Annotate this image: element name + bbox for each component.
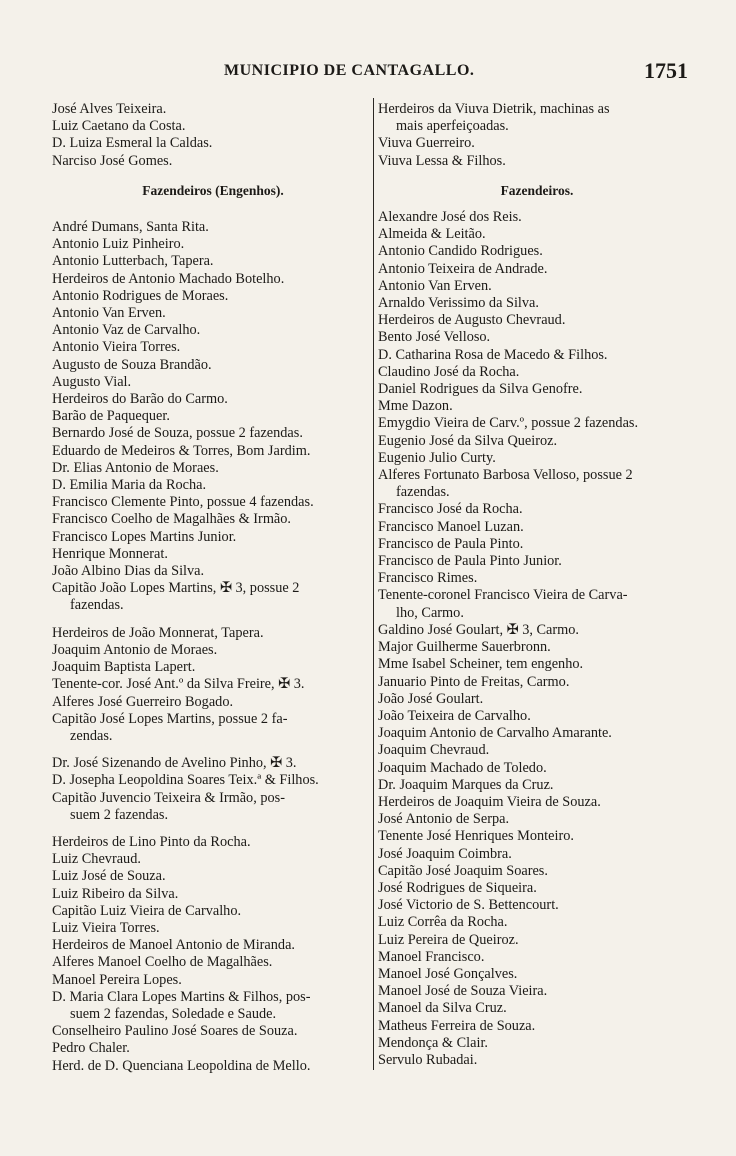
entry-line: Eugenio Julio Curty.: [378, 449, 496, 466]
group-gap: [52, 745, 374, 755]
left-entries-group-b: [52, 625, 374, 745]
entry-line: Antonio Luiz Pinheiro.: [52, 236, 185, 253]
entry-line: Tenente José Henriques Monteiro.: [378, 828, 574, 845]
entry-line: Galdino José Goulart, ✠ 3, Carmo.: [378, 621, 579, 638]
entry-line: João José Goulart.: [378, 690, 484, 707]
entry-line: Antonio Van Erven.: [52, 305, 166, 322]
entry-line: D. Luiza Esmeral la Caldas.: [52, 135, 213, 152]
entry-line: Herdeiros da Viuva Dietrik, machinas as: [378, 101, 610, 117]
entry-line: mais aperfeiçoadas.: [396, 118, 509, 135]
entry-line: Francisco Clemente Pinto, possue 4 fazendas.: [52, 494, 314, 511]
entry-line: Francisco Lopes Martins Junior.: [52, 528, 237, 545]
entry-line: Manoel José de Souza Vieira.: [378, 983, 548, 1000]
entry-line: lho, Carmo.: [396, 604, 464, 621]
entry-line: Conselheiro Paulino José Soares de Souza.: [52, 1023, 298, 1040]
entry-line: Luiz Chevraud.: [52, 851, 141, 868]
entry-line: Antonio Lutterbach, Tapera.: [52, 253, 214, 270]
entry-line: Capitão Luiz Vieira de Carvalho.: [52, 902, 242, 919]
entry-line: Antonio Vaz de Carvalho.: [52, 322, 201, 339]
entry-line: Herdeiros de Lino Pinto da Rocha.: [52, 833, 251, 850]
entry-line: suem 2 fazendas, Soledade e Saude.: [70, 1005, 277, 1022]
entry-line: Herdeiros de Joaquim Vieira de Souza.: [378, 793, 601, 810]
entry-line: Manoel Pereira Lopes.: [52, 971, 182, 988]
entry-line: Antonio Rodrigues de Moraes.: [52, 287, 229, 304]
entry-line: Antonio Van Erven.: [378, 277, 492, 294]
entry-line: Januario Pinto de Freitas, Carmo.: [378, 673, 570, 690]
page-title: MUNICIPIO DE CANTAGALLO.: [224, 62, 475, 79]
entry-line: fazendas.: [70, 597, 124, 614]
entry-line: zendas.: [70, 727, 113, 744]
entry-line: José Joaquim Coimbra.: [378, 845, 512, 862]
entry-line: Eduardo de Medeiros & Torres, Bom Jardim.: [52, 442, 311, 459]
entry-line: Servulo Rubadai.: [378, 1051, 478, 1068]
entry-line: José Alves Teixeira.: [52, 101, 167, 117]
entry-line: João Teixeira de Carvalho.: [378, 707, 531, 724]
entry-line: Major Guilherme Sauerbronn.: [378, 639, 551, 656]
entry-line: Luiz José de Souza.: [52, 868, 166, 885]
entry-line: Francisco Manoel Luzan.: [378, 518, 524, 535]
entry-line: André Dumans, Santa Rita.: [52, 219, 209, 236]
entry-line: Manoel Francisco.: [378, 948, 485, 965]
left-intro-list: [52, 101, 374, 170]
entry-line: Eugenio José da Silva Queiroz.: [378, 432, 558, 449]
entry-line: D. Catharina Rosa de Macedo & Filhos.: [378, 346, 608, 363]
right-entries: [378, 209, 696, 1069]
entry-line: Dr. Joaquim Marques da Cruz.: [378, 776, 554, 793]
right-section-heading: Fazendeiros.: [500, 182, 574, 198]
entry-line: D. Maria Clara Lopes Martins & Filhos, pos-: [52, 988, 311, 1005]
entry-line: Matheus Ferreira de Souza.: [378, 1017, 536, 1034]
entry-line: Arnaldo Verissimo da Silva.: [378, 295, 539, 312]
left-section-heading: Fazendeiros (Engenhos).: [142, 182, 284, 198]
group-gap: [52, 824, 374, 834]
left-column: [52, 101, 374, 1075]
entry-line: Joaquim Antonio de Moraes.: [52, 641, 218, 658]
entry-line: Herd. de D. Quenciana Leopoldina de Mello.: [52, 1057, 311, 1074]
entry-line: Claudino José da Rocha.: [378, 363, 520, 380]
entry-line: Augusto de Souza Brandão.: [52, 356, 212, 373]
entry-line: Manoel da Silva Cruz.: [378, 1000, 507, 1017]
entry-line: Henrique Monnerat.: [52, 545, 168, 562]
entry-line: José Victorio de S. Bettencourt.: [378, 897, 559, 914]
entry-line: Pedro Chaler.: [52, 1040, 130, 1057]
entry-line: Herdeiros de Manoel Antonio de Miranda.: [52, 937, 295, 954]
entry-line: Dr. Elias Antonio de Moraes.: [52, 459, 219, 476]
entry-line: Francisco Rimes.: [378, 570, 478, 587]
page-header: [48, 58, 688, 86]
entry-line: Herdeiros de Antonio Machado Botelho.: [52, 270, 285, 287]
entry-line: Alferes José Guerreiro Bogado.: [52, 693, 234, 710]
left-entries-group-a: [52, 219, 374, 615]
entry-line: Augusto Vial.: [52, 373, 132, 390]
entry-line: Herdeiros de Augusto Chevraud.: [378, 312, 566, 329]
entry-line: Luiz Corrêa da Rocha.: [378, 914, 508, 931]
entry-line: Mme Dazon.: [378, 398, 453, 415]
right-intro-list: [378, 101, 696, 170]
entry-line: Manoel José Gonçalves.: [378, 965, 518, 982]
entry-line: Viuva Lessa & Filhos.: [378, 152, 506, 169]
entry-line: José Rodrigues de Siqueira.: [378, 879, 537, 896]
left-entries-group-c: [52, 755, 374, 824]
entry-line: Daniel Rodrigues da Silva Genofre.: [378, 381, 583, 398]
entry-line: Capitão José Lopes Martins, possue 2 fa-: [52, 710, 288, 727]
entry-line: Capitão Juvencio Teixeira & Irmão, pos-: [52, 789, 285, 806]
entry-line: Tenente-coronel Francisco Vieira de Carva-: [378, 587, 628, 604]
entry-line: Bento José Velloso.: [378, 329, 491, 346]
entry-line: Dr. José Sizenando de Avelino Pinho, ✠ 3.: [52, 755, 297, 772]
entry-line: Narciso José Gomes.: [52, 152, 173, 169]
entry-line: Antonio Teixeira de Andrade.: [378, 260, 548, 277]
entry-line: Joaquim Machado de Toledo.: [378, 759, 547, 776]
entry-line: Antonio Candido Rodrigues.: [378, 243, 543, 260]
entry-line: José Antonio de Serpa.: [378, 811, 510, 828]
entry-line: Antonio Vieira Torres.: [52, 339, 181, 356]
group-gap: [52, 615, 374, 625]
entry-line: Francisco de Paula Pinto Junior.: [378, 553, 562, 570]
entry-line: Francisco de Paula Pinto.: [378, 535, 524, 552]
entry-line: João Albino Dias da Silva.: [52, 563, 205, 580]
entry-line: Emygdio Vieira de Carv.º, possue 2 fazendas.: [378, 415, 639, 432]
entry-line: Bernardo José de Souza, possue 2 fazendas.: [52, 425, 303, 442]
entry-line: Mme Isabel Scheiner, tem engenho.: [378, 656, 584, 673]
entry-line: Herdeiros do Barão do Carmo.: [52, 391, 228, 408]
entry-line: Joaquim Antonio de Carvalho Amarante.: [378, 725, 612, 742]
left-entries-group-d: [52, 834, 374, 1075]
entry-line: D. Josepha Leopoldina Soares Teix.ª & Filhos.: [52, 772, 319, 789]
entry-line: Mendonça & Clair.: [378, 1034, 488, 1051]
entry-line: suem 2 fazendas.: [70, 806, 169, 823]
right-column: [374, 101, 696, 1069]
entry-line: Capitão José Joaquim Soares.: [378, 862, 548, 879]
entry-line: Francisco Coelho de Magalhães & Irmão.: [52, 511, 292, 528]
entry-line: Viuva Guerreiro.: [378, 135, 475, 152]
entry-line: Luiz Ribeiro da Silva.: [52, 885, 179, 902]
entry-line: Barão de Paquequer.: [52, 408, 170, 425]
entry-line: fazendas.: [396, 484, 450, 501]
entry-line: Almeida & Leitão.: [378, 226, 486, 243]
entry-line: Luiz Vieira Torres.: [52, 919, 160, 936]
page-number: 1751: [644, 58, 688, 83]
entry-line: Tenente-cor. José Ant.º da Silva Freire, ✠ 3.: [52, 676, 305, 693]
entry-line: D. Emilia Maria da Rocha.: [52, 477, 207, 494]
entry-line: Capitão João Lopes Martins, ✠ 3, possue 2: [52, 580, 300, 597]
entry-line: Joaquim Baptista Lapert.: [52, 659, 196, 676]
entry-line: Joaquim Chevraud.: [378, 742, 490, 759]
entry-line: Luiz Caetano da Costa.: [52, 118, 186, 135]
entry-line: Herdeiros de João Monnerat, Tapera.: [52, 624, 264, 641]
entry-line: Francisco José da Rocha.: [378, 501, 523, 518]
entry-line: Luiz Pereira de Queiroz.: [378, 931, 519, 948]
entry-line: Alferes Fortunato Barbosa Velloso, possue 2: [378, 467, 633, 484]
entry-line: Alexandre José dos Reis.: [378, 209, 522, 226]
entry-line: Alferes Manoel Coelho de Magalhães.: [52, 954, 273, 971]
